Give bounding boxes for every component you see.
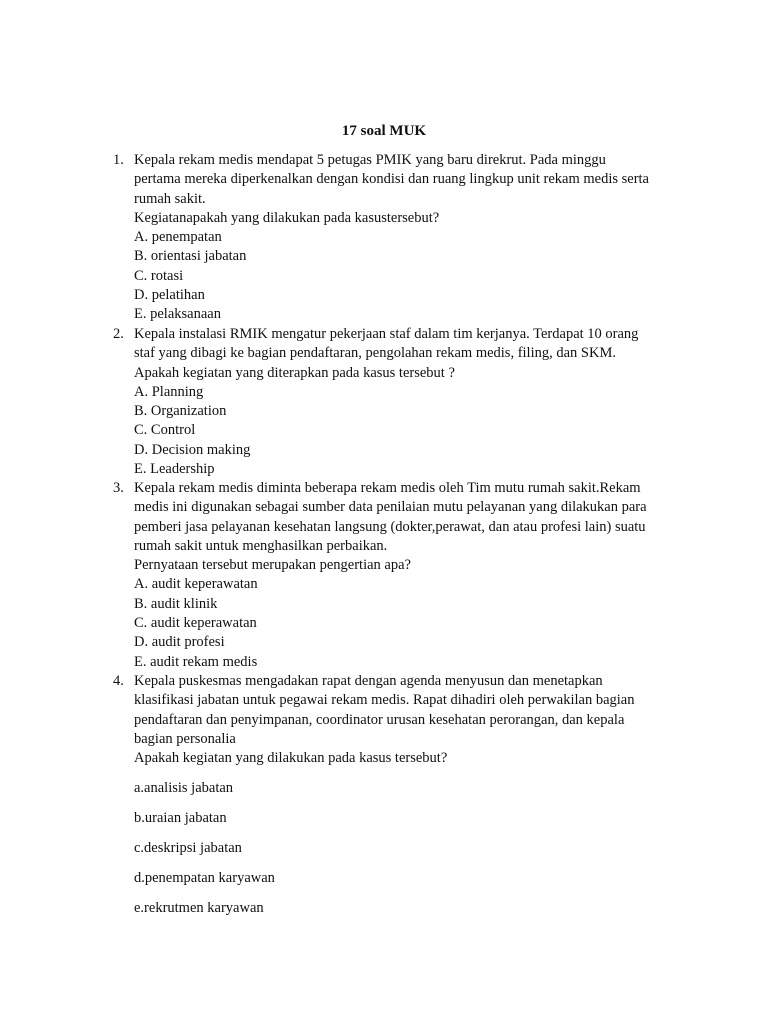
answer-option-c: C. rotasi <box>134 267 184 284</box>
question-number: 3. <box>113 480 124 496</box>
answer-option-a: a.analisis jabatan <box>134 780 234 796</box>
question-number: 2. <box>113 326 124 342</box>
answer-option-e: E. pelaksanaan <box>134 306 221 323</box>
question-text-line: pertama mereka diperkenalkan dengan kondisi dan ruang lingkup unit rekam medis serta <box>134 171 649 188</box>
question-number: 1. <box>113 152 124 168</box>
answer-option-c: C. audit keperawatan <box>134 615 257 632</box>
answer-option-e: E. audit rekam medis <box>134 653 258 670</box>
answer-option-d: d.penempatan karyawan <box>134 870 275 886</box>
answer-option-d: D. pelatihan <box>134 287 205 304</box>
question-prompt: Apakah kegiatan yang dilakukan pada kasus tersebut? <box>134 750 448 767</box>
question-3 <box>113 479 673 672</box>
answer-option-a: A. audit keperawatan <box>134 576 258 593</box>
answer-option-b: b.uraian jabatan <box>134 810 227 826</box>
question-number: 4. <box>113 673 124 689</box>
question-text-line: rumah sakit untuk menghasilkan perbaikan. <box>134 537 388 554</box>
question-body <box>134 479 673 672</box>
question-text-line: klasifikasi jabatan untuk pegawai rekam medis. Rapat dihadiri oleh perwakilan bagian <box>134 692 635 709</box>
answer-option-a: A. penempatan <box>134 229 222 246</box>
question-text-line: Kepala rekam medis diminta beberapa rekam medis oleh Tim mutu rumah sakit.Rekam <box>134 480 641 496</box>
question-text-line: pendaftaran dan penyimpanan, coordinator urusan kesehatan perorangan, dan kepala <box>134 711 625 728</box>
answer-option-a: A. Planning <box>134 383 204 400</box>
question-1 <box>113 151 673 325</box>
answer-option-e: e.rekrutmen karyawan <box>134 900 264 916</box>
question-text-line: staf yang dibagi ke bagian pendaftaran, pengolahan rekam medis, filing, dan SKM. <box>134 345 616 362</box>
answer-option-c: c.deskripsi jabatan <box>134 840 242 856</box>
question-text-line: Kepala puskesmas mengadakan rapat dengan agenda menyusun dan menetapkan <box>134 673 603 689</box>
answer-option-e: E. Leadership <box>134 461 215 478</box>
question-body <box>134 325 673 479</box>
answer-option-b: B. Organization <box>134 403 227 420</box>
answer-option-b: B. audit klinik <box>134 595 218 612</box>
page-title: 17 soal MUK <box>341 123 427 139</box>
question-prompt: Apakah kegiatan yang diterapkan pada kasus tersebut ? <box>134 364 455 381</box>
answer-option-b: B. orientasi jabatan <box>134 248 247 265</box>
question-text-line: medis ini digunakan sebagai sumber data penilaian mutu pelayanan yang dilakukan para <box>134 499 647 516</box>
question-text-line: Kepala rekam medis mendapat 5 petugas PMIK yang baru direkrut. Pada minggu <box>134 152 606 168</box>
question-prompt: Pernyataan tersebut merupakan pengertian apa? <box>134 557 411 574</box>
answer-option-c: C. Control <box>134 422 196 439</box>
question-prompt: Kegiatanapakah yang dilakukan pada kasustersebut? <box>134 209 440 226</box>
answer-option-d: D. Decision making <box>134 441 251 458</box>
question-text-line: pemberi jasa pelayanan kesehatan langsung (dokter,perawat, dan atau profesi lain) suatu <box>134 518 646 535</box>
question-text-line: bagian personalia <box>134 730 236 747</box>
question-text-line: rumah sakit. <box>134 190 206 207</box>
question-body <box>134 151 673 325</box>
question-text-line: Kepala instalasi RMIK mengatur pekerjaan staf dalam tim kerjanya. Terdapat 10 orang <box>134 326 639 342</box>
question-2 <box>113 325 673 479</box>
question-4-options <box>134 779 534 929</box>
question-body <box>134 672 673 768</box>
question-4 <box>113 672 673 768</box>
answer-option-d: D. audit profesi <box>134 634 225 651</box>
